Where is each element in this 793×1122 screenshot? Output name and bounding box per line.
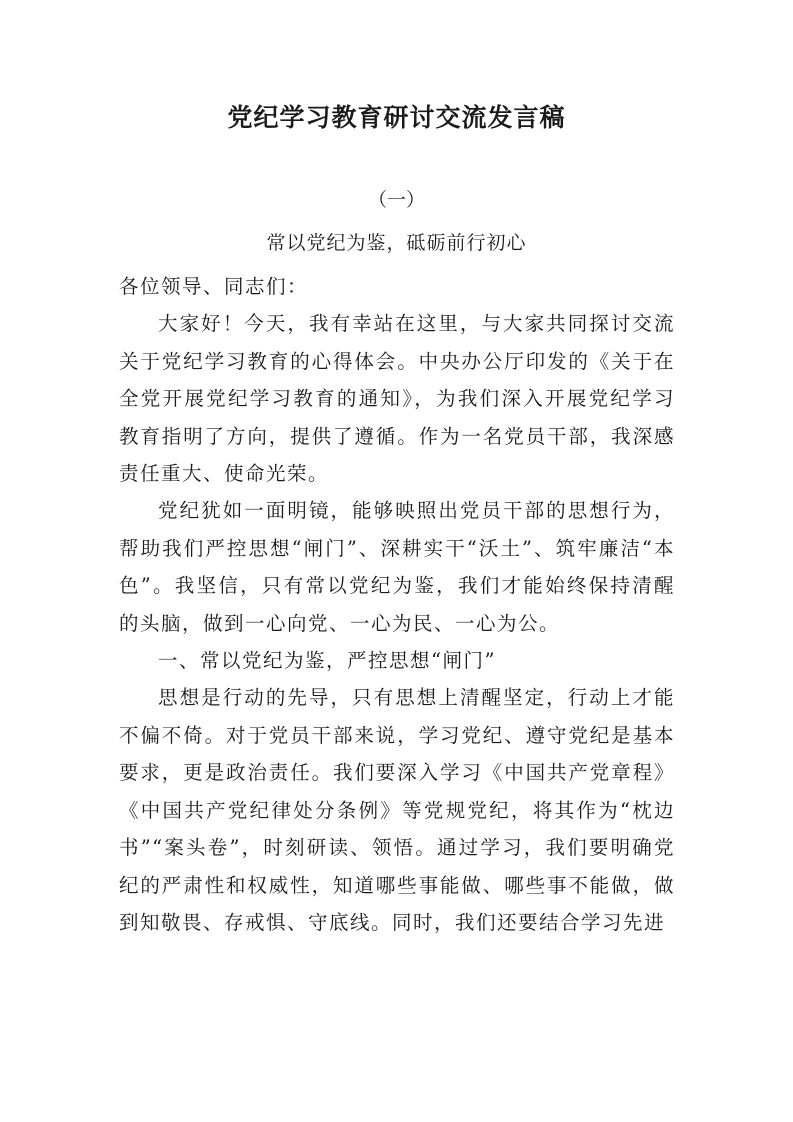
section-number: （一） xyxy=(367,189,425,211)
section-subtitle: 常以党纪为鉴，砥砺前行初心 xyxy=(266,232,527,254)
paragraph: 思想是行动的先导，只有思想上清醒坚定，行动上才能不偏不倚。对于党员干部来说，学习党纪、遵守党纪是基本要求，更是政治责任。我们要深入学习《中国共产党章程》《中国共产党纪律处分条例》等党规党纪，将其作为“枕边书”“案头卷”，时刻研读、领悟。通过学习，我们要明确党纪的严肃性和权威性，知道哪些事能做、哪些事不能做，做到知敬畏、存戒惧、守底线。同时，我们还要结合学习先进 xyxy=(119,686,675,934)
salutation: 各位领导、同志们： xyxy=(119,275,309,298)
document-body xyxy=(119,268,675,941)
section-heading: 一、常以党纪为鉴，严控思想“闸门” xyxy=(158,649,496,673)
paragraph: 大家好！今天，我有幸站在这里，与大家共同探讨交流关于党纪学习教育的心得体会。中央办公厅印发的《关于在全党开展党纪学习教育的通知》，为我们深入开展党纪学习教育指明了方向，提供了遵循。作为一名党员干部，我深感责任重大、使命光荣。 xyxy=(119,312,675,486)
document-title: 党纪学习教育研讨交流发言稿 xyxy=(227,103,566,132)
paragraph: 党纪犹如一面明镜，能够映照出党员干部的思想行为，帮助我们严控思想“闸门”、深耕实干“沃土”、筑牢廉洁“本色”。我坚信，只有常以党纪为鉴，我们才能始终保持清醒的头脑，做到一心向党、一心为民、一心为公。 xyxy=(119,499,675,635)
